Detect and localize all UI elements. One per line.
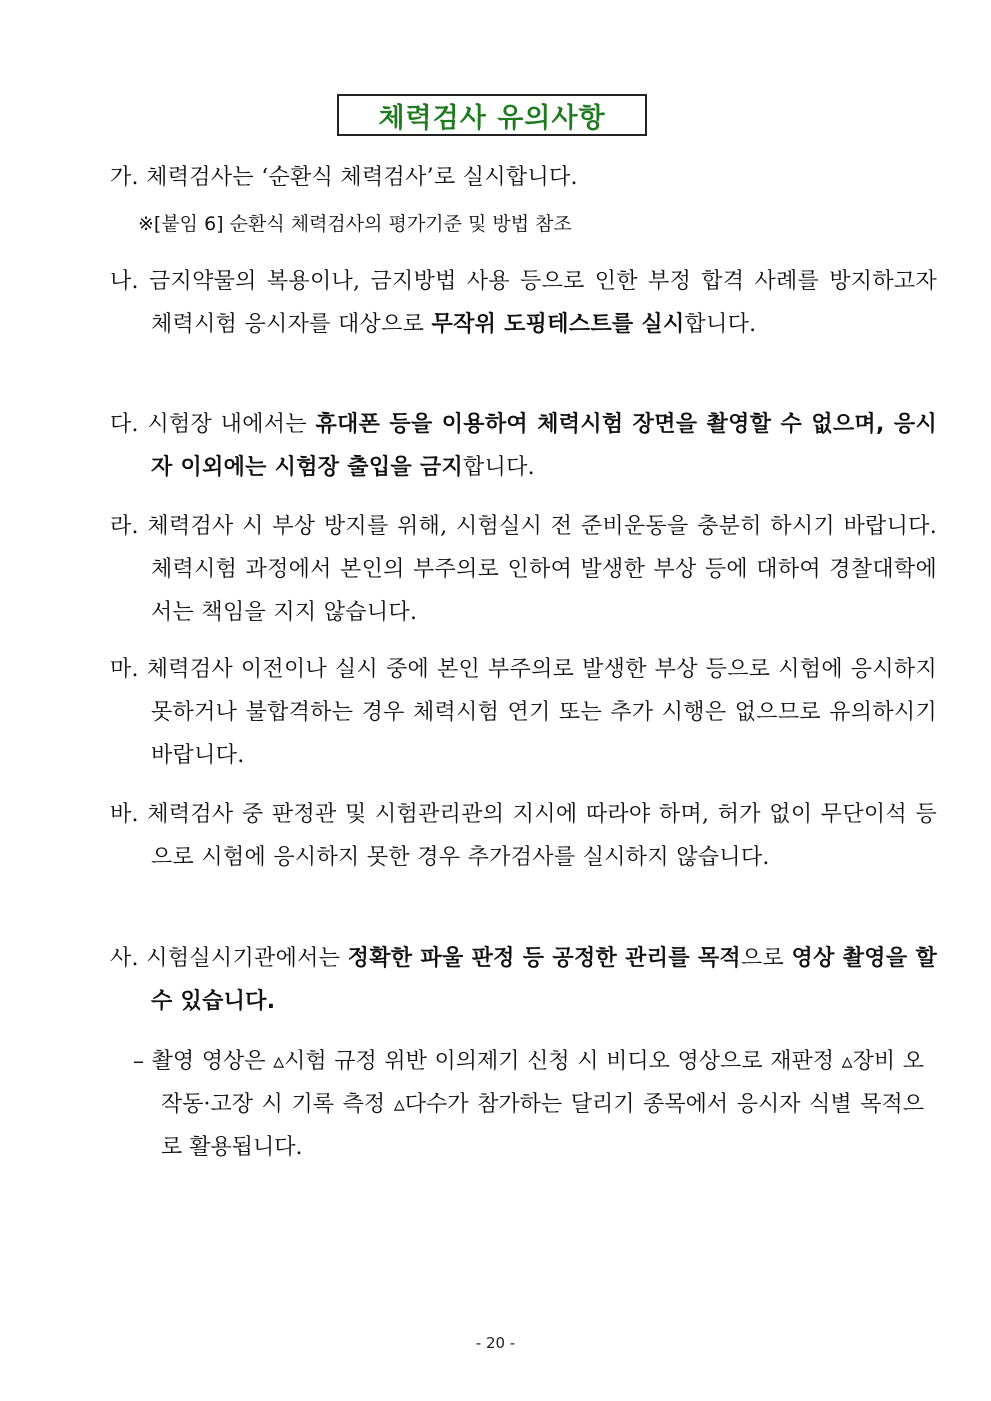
- attachment-note: ※[붙임 6] 순환식 체력검사의 평가기준 및 방법 참조: [138, 213, 572, 235]
- item-label: 마.: [110, 657, 147, 682]
- item-text: 체력검사 이전이나 실시 중에 본인 부주의로 발생한 부상 등으로 시험에 응시하지 못하거나 불합격하는 경우 체력시험 연기 또는 추가 시행은 없으므로 유의하시기 바랍니다.: [146, 657, 937, 768]
- list-item-ra: [110, 505, 937, 634]
- list-item-na: [110, 260, 937, 346]
- list-item-ga: [110, 156, 937, 199]
- item-text: 체력검사는 ‘순환식 체력검사’로 실시합니다.: [146, 165, 578, 190]
- page-number: - 20 -: [475, 1334, 516, 1352]
- item-label: 나.: [110, 269, 149, 294]
- item-label: 바.: [110, 802, 148, 827]
- title-box: [337, 94, 647, 136]
- page-title: 체력검사 유의사항: [378, 102, 606, 134]
- item-text: 체력검사 중 판정관 및 시험관리관의 지시에 따라야 하며, 허가 없이 무단이석 등으로 시험에 응시하지 못한 경우 추가검사를 실시하지 않습니다.: [147, 802, 937, 870]
- item-text: 금지약물의 복용이나, 금지방법 사용 등으로 인한 부정 합격 사례를 방지하고자 체력시험 응시자를 대상으로: [148, 269, 937, 337]
- item-text: 합니다.: [463, 455, 535, 480]
- item-label: 사.: [110, 946, 147, 971]
- list-item-da: [110, 403, 937, 489]
- emphasized-text: 휴대폰 등을 이용하여 체력시험 장면을 촬영할 수 없으며, 응시자 이외에는 시험장 출입을 금지: [151, 412, 937, 480]
- emphasized-text: 무작위 도핑테스트를 실시: [431, 312, 685, 337]
- item-label: 가.: [110, 165, 147, 190]
- item-label: 라.: [110, 514, 148, 539]
- item-text: 시험실시기관에서는: [146, 946, 348, 971]
- item-text: 시험장 내에서는: [147, 412, 316, 437]
- sub-item-video-usage: [133, 1040, 924, 1169]
- item-label: 다.: [110, 412, 148, 437]
- list-item-sa: [110, 937, 937, 1023]
- list-item-ma: [110, 648, 937, 777]
- emphasized-text: 영상 촬영을 할 수 있습니다.: [151, 946, 938, 1014]
- item-text: 합니다.: [684, 312, 757, 337]
- item-text: 체력검사 시 부상 방지를 위해, 시험실시 전 준비운동을 충분히 하시기 바랍니다. 체력시험 과정에서 본인의 부주의로 인하여 발생한 부상 등에 대하여 경찰대학에서는 책임을 지지 않습니다.: [147, 514, 938, 625]
- list-item-ba: [110, 793, 937, 879]
- item-text: 으로: [741, 946, 792, 971]
- sub-item-text: 촬영 영상은 ▵시험 규정 위반 이의제기 신청 시 비디오 영상으로 재판정 ▵장비 오작동·고장 시 기록 측정 ▵다수가 참가하는 달리기 종목에서 응시자 식별 목적으로 활용됩니다.: [151, 1049, 924, 1160]
- emphasized-text: 정확한 파울 판정 등 공정한 관리를 목적: [347, 946, 741, 971]
- dash-marker: –: [133, 1049, 144, 1074]
